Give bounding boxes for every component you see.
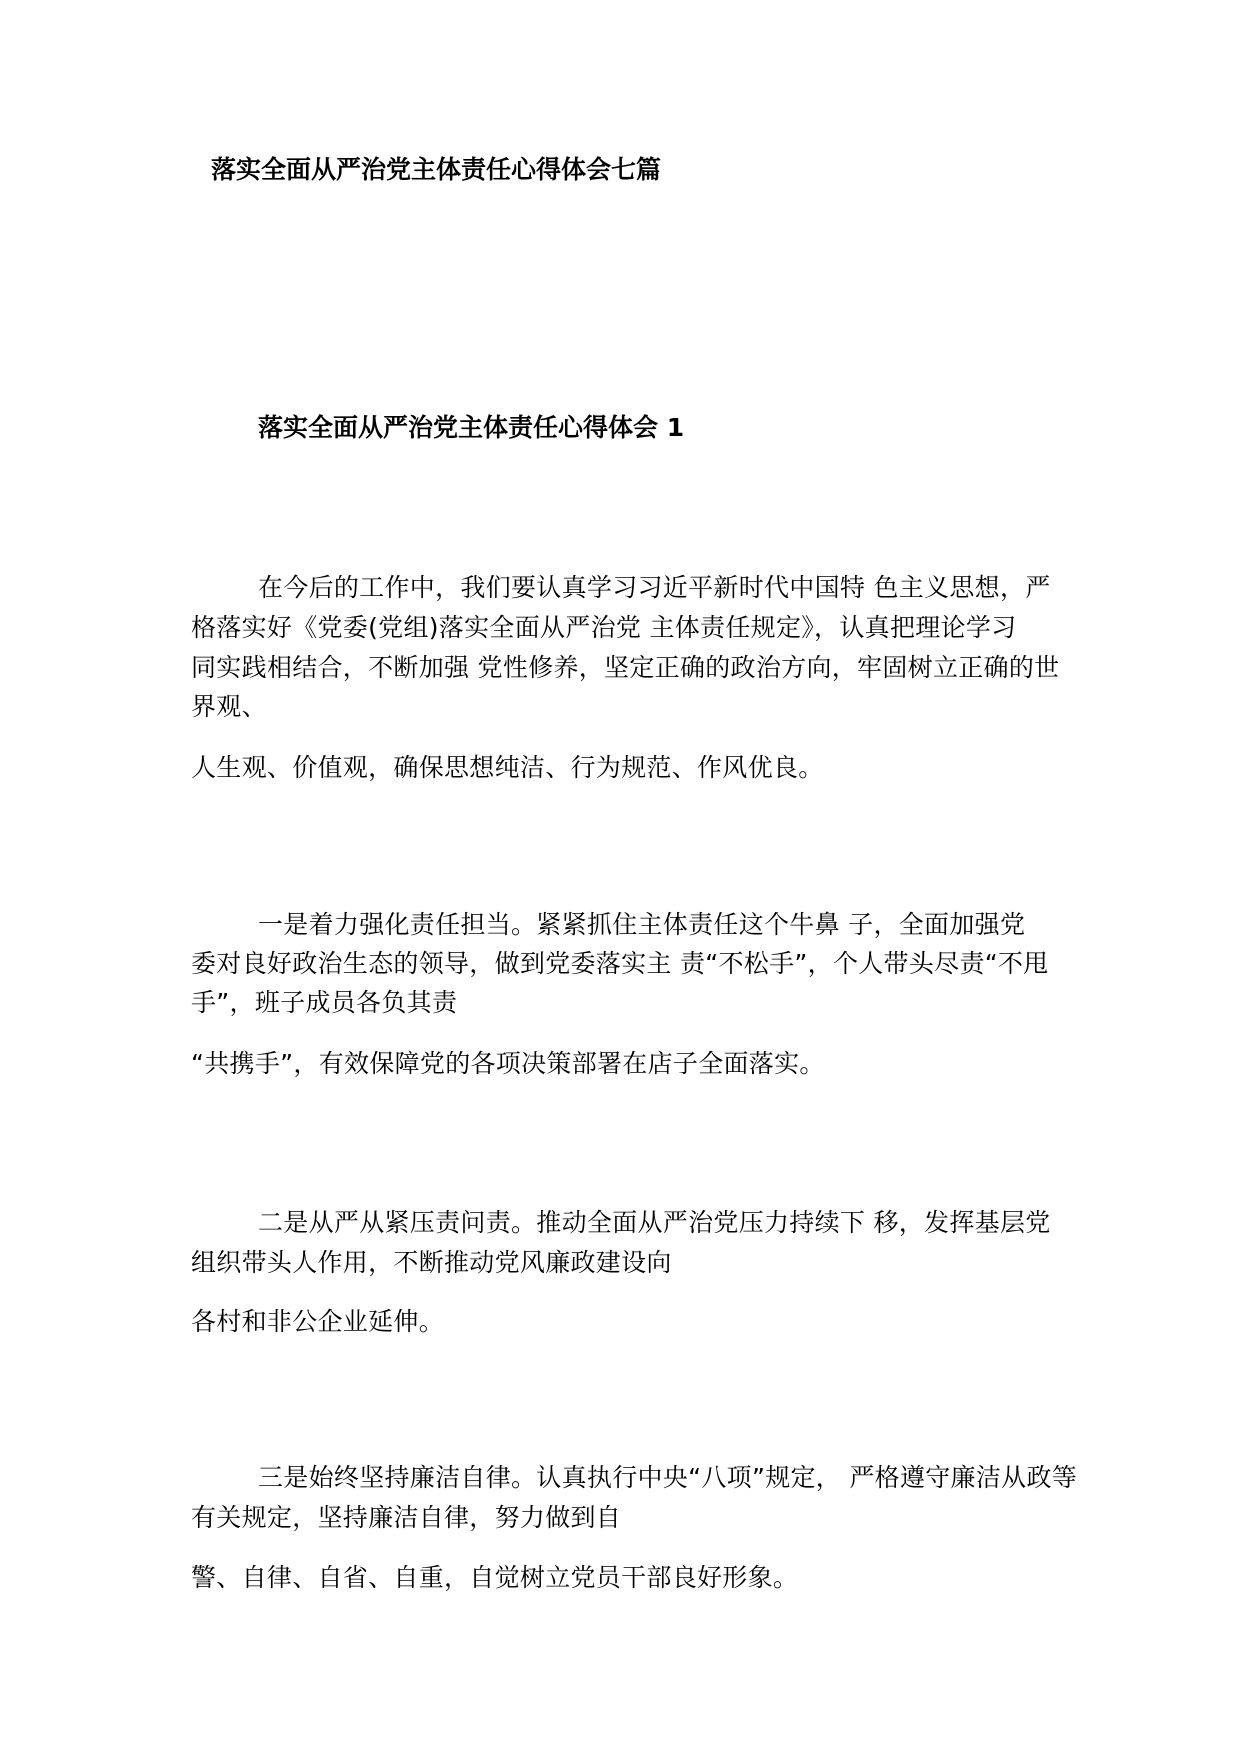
paragraph-line: 警、自律、自省、自重，自觉树立党员干部良好形象。 [191,1563,799,1592]
paragraph-line: 人生观、价值观，确保思想纯洁、行为规范、作风优良。 [191,753,824,782]
paragraph-line: 二是从严从紧压责问责。推动全面从严治党压力持续下 移，发挥基层党 [258,1208,1051,1237]
paragraph-line: 委对良好政治生态的领导，做到党委落实主 责“不松手”，个人带头尽责“不甩 [191,949,1049,978]
paragraph-line: 同实践相结合，不断加强 党性修养，坚定正确的政治方向，牢固树立正确的世 [191,653,1060,682]
paragraph-line: 在今后的工作中，我们要认真学习习近平新时代中国特 色主义思想，严 [258,573,1051,602]
section-heading: 落实全面从严治党主体责任心得体会 1 [258,413,685,442]
paragraph-line: 格落实好《党委(党组)落实全面从严治党 主体责任规定》，认真把理论学习 [191,613,1017,642]
document-title: 落实全面从严治党主体责任心得体会七篇 [211,155,662,184]
paragraph-line: 三是始终坚持廉洁自律。认真执行中央“八项”规定， 严格遵守廉洁从政等 [258,1463,1078,1492]
paragraph-line: 有关规定，坚持廉洁自律，努力做到自 [191,1503,622,1532]
paragraph-line: 各村和非公企业延伸。 [191,1307,445,1336]
paragraph-line: 一是着力强化责任担当。紧紧抓住主体责任这个牛鼻 子，全面加强党 [258,910,1026,939]
paragraph-line: “共携手”，有效保障党的各项决策部署在店子全面落实。 [191,1049,825,1078]
paragraph-line: 组织带头人作用，不断推动党风廉政建设向 [191,1248,672,1277]
paragraph-line: 手”，班子成员各负其责 [191,988,458,1017]
paragraph-line: 界观、 [191,692,267,721]
